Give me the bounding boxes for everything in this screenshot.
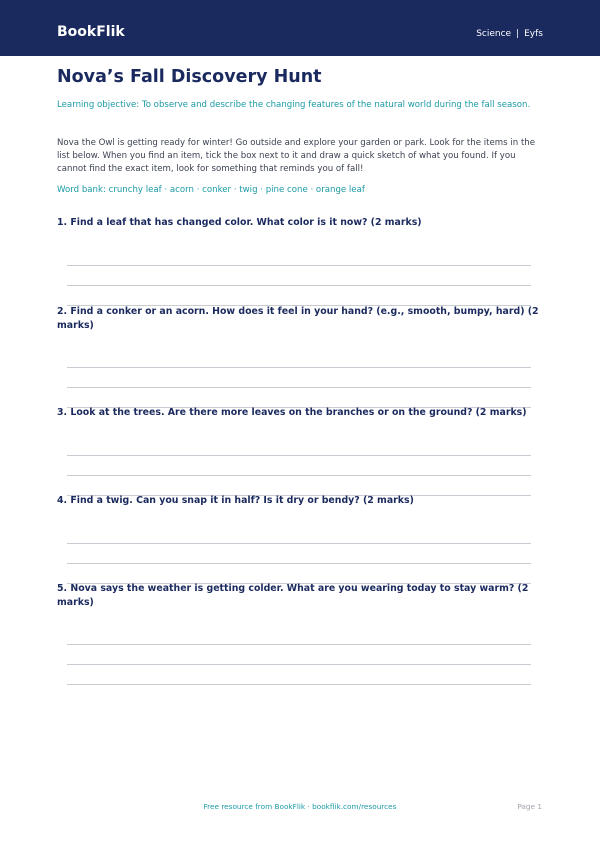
question-2 bbox=[57, 305, 543, 333]
question-5 bbox=[57, 582, 543, 610]
answer-line[interactable] bbox=[67, 563, 531, 564]
answer-line[interactable] bbox=[67, 664, 531, 665]
header-meta bbox=[476, 28, 543, 40]
learning-objective: Learning objective: To observe and describe the changing features of the natural world during the fall season. bbox=[57, 100, 531, 110]
header-bar bbox=[0, 0, 600, 56]
question-3 bbox=[57, 406, 543, 420]
answer-line[interactable] bbox=[67, 265, 531, 266]
brand-logo[interactable]: BookFlik bbox=[57, 24, 125, 40]
question-text: 5. Nova says the weather is getting colder. What are you wearing today to stay warm? (2 marks) bbox=[57, 583, 529, 608]
intro-paragraph: Nova the Owl is getting ready for winter! Go outside and explore your garden or park. Look for the items in the list below. When you find an item, tick the box next to it and draw a quick sketch of what you found. If you cannot find the exact item, look for something that reminds you of fall! bbox=[57, 138, 536, 174]
answer-line[interactable] bbox=[67, 285, 531, 286]
answer-line[interactable] bbox=[67, 543, 531, 544]
answer-line[interactable] bbox=[67, 475, 531, 476]
question-4 bbox=[57, 494, 543, 508]
question-text: 3. Look at the trees. Are there more leaves on the branches or on the ground? (2 marks) bbox=[57, 407, 527, 418]
worksheet-title: Nova’s Fall Discovery Hunt bbox=[57, 67, 322, 87]
page-number: Page 1 bbox=[517, 802, 542, 811]
answer-line[interactable] bbox=[67, 367, 531, 368]
question-text: 1. Find a leaf that has changed color. What color is it now? (2 marks) bbox=[57, 217, 422, 228]
answer-line[interactable] bbox=[67, 644, 531, 645]
subject-label: Science bbox=[476, 29, 512, 39]
word-bank: Word bank: crunchy leaf · acorn · conker · twig · pine cone · orange leaf bbox=[57, 185, 365, 195]
question-text: 2. Find a conker or an acorn. How does it feel in your hand? (e.g., smooth, bumpy, hard) (2 marks) bbox=[57, 306, 539, 331]
footer-resource-link[interactable]: Free resource from BookFlik · bookflik.com/resources bbox=[203, 802, 397, 811]
header-separator: | bbox=[516, 29, 520, 39]
answer-line[interactable] bbox=[67, 684, 531, 685]
question-1 bbox=[57, 216, 543, 230]
answer-line[interactable] bbox=[67, 455, 531, 456]
question-text: 4. Find a twig. Can you snap it in half? Is it dry or bendy? (2 marks) bbox=[57, 495, 414, 506]
level-label: Eyfs bbox=[524, 29, 543, 39]
answer-line[interactable] bbox=[67, 387, 531, 388]
